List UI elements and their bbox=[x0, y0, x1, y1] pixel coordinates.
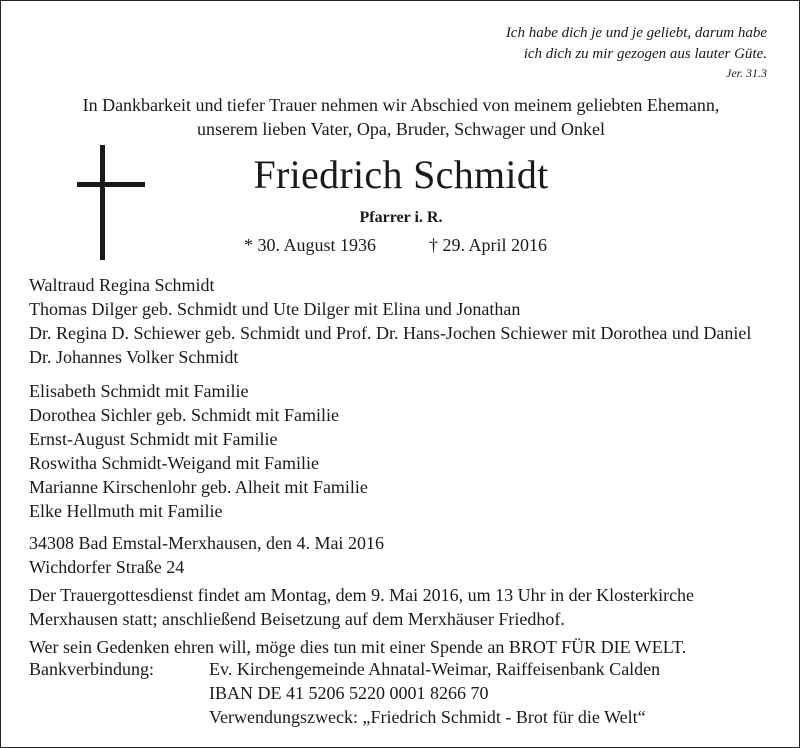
birth-date: * 30. August 1936 bbox=[244, 235, 377, 255]
intro-line-1: In Dankbarkeit und tiefer Trauer nehmen wir Abschied von meinem geliebten Ehemann, bbox=[82, 95, 720, 115]
relative: Elisabeth Schmidt mit Familie bbox=[29, 381, 249, 401]
relative: Elke Hellmuth mit Familie bbox=[29, 501, 223, 521]
bible-verse-line-2: ich dich zu mir gezogen aus lauter Güte. bbox=[523, 46, 767, 62]
bank-reference: Verwendungszweck: „Friedrich Schmidt - Brot für die Welt“ bbox=[209, 707, 646, 727]
bank-account-holder: Ev. Kirchengemeinde Ahnatal-Weimar, Raiffeisenbank Calden bbox=[209, 659, 661, 679]
bank-label: Bankverbindung: bbox=[29, 659, 154, 679]
donation-request: Wer sein Gedenken ehren will, möge dies tun mit einer Spende an BROT FÜR DIE WELT. bbox=[29, 637, 687, 657]
family-member: Waltraud Regina Schmidt bbox=[29, 275, 215, 295]
bible-verse-line-1: Ich habe dich je und je geliebt, darum habe bbox=[505, 25, 767, 41]
address-line-1: 34308 Bad Emstal-Merxhausen, den 4. Mai 2016 bbox=[29, 533, 384, 553]
bible-verse-reference: Jer. 31.3 bbox=[726, 66, 767, 80]
service-line-2: Merxhausen statt; anschließend Beisetzung auf dem Merxhäuser Friedhof. bbox=[29, 609, 565, 629]
deceased-title: Pfarrer i. R. bbox=[359, 209, 443, 226]
family-member: Thomas Dilger geb. Schmidt und Ute Dilger mit Elina und Jonathan bbox=[29, 299, 521, 319]
relative: Dorothea Sichler geb. Schmidt mit Familie bbox=[29, 405, 339, 425]
death-date: † 29. April 2016 bbox=[429, 235, 548, 255]
address-line-2: Wichdorfer Straße 24 bbox=[29, 557, 185, 577]
bank-iban: IBAN DE 41 5206 5220 0001 8266 70 bbox=[209, 683, 489, 703]
relative: Ernst-August Schmidt mit Familie bbox=[29, 429, 278, 449]
service-line-1: Der Trauergottesdienst findet am Montag, dem 9. Mai 2016, um 13 Uhr in der Klosterkirche bbox=[29, 585, 695, 605]
relative: Marianne Kirschenlohr geb. Alheit mit Familie bbox=[29, 477, 368, 497]
family-member: Dr. Regina D. Schiewer geb. Schmidt und Prof. Dr. Hans-Jochen Schiewer mit Dorothea und Daniel bbox=[29, 323, 752, 343]
intro-line-2: unserem lieben Vater, Opa, Bruder, Schwager und Onkel bbox=[196, 119, 606, 139]
family-member: Dr. Johannes Volker Schmidt bbox=[29, 347, 239, 367]
relative: Roswitha Schmidt-Weigand mit Familie bbox=[29, 453, 320, 473]
deceased-name: Friedrich Schmidt bbox=[253, 152, 549, 197]
